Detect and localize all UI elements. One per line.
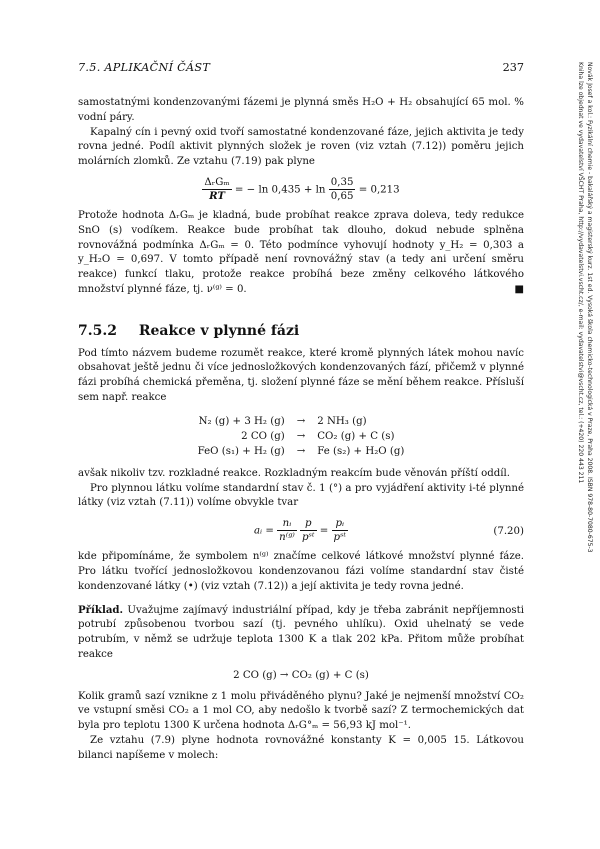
eq1-lhs-numerator: ΔᵣGₘ xyxy=(204,176,230,188)
eq1-numerator: 0,35 xyxy=(330,176,354,188)
paragraph-6: Pro plynnou látku volíme standardní stav č. 1 (°) a pro vyjádření aktivity i-té plynné látky (viz vztah (7.11)) volíme obvykle tvar xyxy=(78,482,524,509)
example-last: Ze vztahu (7.9) plyne hodnota rovnovážné konstanty K = 0,005 15. Látkovou bilanci napíšeme v molech: xyxy=(78,734,524,761)
example-reaction-arrow: → xyxy=(279,669,289,681)
reaction-table xyxy=(192,414,411,459)
eq2-f1-numerator: nᵢ xyxy=(277,517,297,531)
equation-1 xyxy=(78,176,524,203)
eq1-lhs-fraction xyxy=(202,176,231,203)
chapter-title: 7.5. APLIKAČNÍ ČÁST xyxy=(78,61,211,74)
side-citation-text xyxy=(576,62,594,662)
eq1-result: = 0,213 xyxy=(358,184,400,196)
eq2-equals: = xyxy=(319,525,329,537)
example-text: Uvažujme zajímavý industriální případ, kdy je třeba zabránit nepříjemnosti potrubí způsobenou tvorbou sazí (tj. pevného uhlíku). Oxid uhelnatý se vede potrubím, v němž se udržuje teplota 1300 K a tlak 202 kPa. Přitom může probíhat reakce xyxy=(78,604,524,660)
reaction-row xyxy=(192,429,411,444)
reaction-arrow: → xyxy=(296,430,306,442)
reaction-list xyxy=(78,414,524,459)
reaction-right: 2 NH₃ (g) xyxy=(317,415,367,427)
eq2-fraction-1 xyxy=(277,517,297,544)
reaction-row xyxy=(192,414,411,429)
section-title: Reakce v plynné fázi xyxy=(138,322,300,339)
paragraph-4: Pod tímto názvem budeme rozumět reakce, které kromě plynných látek mohou navíc obsahovat ještě jednu či více jednosložkových kondenzovaných fází, přičemž v plynné fázi probíhá chemická přeměna, tj. složení plynné fáze se mění během reakce. Přísluší sem např. reakce xyxy=(78,347,524,403)
eq2-f2-numerator: p xyxy=(300,517,316,531)
reaction-left: FeO (s₁) + H₂ (g) xyxy=(197,445,285,457)
example-paragraph xyxy=(78,603,524,663)
example-label: Příklad. xyxy=(78,603,124,616)
reaction-left: 2 CO (g) xyxy=(241,430,285,442)
reaction-right: CO₂ (g) + C (s) xyxy=(317,430,395,442)
example-reaction-right: CO₂ (g) + C (s) xyxy=(291,669,369,681)
paragraph-2: Kapalný cín i pevný oxid tvoří samostatné kondenzované fáze, jejich aktivita je tedy rovna jedné. Podíl aktivit plynných složek je roven (viz vztah (7.12)) poměru jejich molárních zlomků. Ze vztahu (7.19) pak plyne xyxy=(78,126,524,168)
page-body xyxy=(78,96,524,764)
section-number: 7.5.2 xyxy=(78,322,117,339)
eq2-f2-denominator: pˢᵗ xyxy=(302,532,315,544)
section-heading xyxy=(78,324,524,339)
side-citation xyxy=(568,62,594,662)
eq2-f3-denominator: pˢᵗ xyxy=(333,532,347,544)
eq1-lhs-denominator: RT xyxy=(209,189,225,202)
eq2-fraction-3 xyxy=(332,517,348,544)
example-question: Kolik gramů sazí vznikne z 1 molu přiváděného plynu? Jaké je nejmenší množství CO₂ ve vstupní směsi CO₂ a 1 mol CO, aby nedošlo k tvorbě sazí? Z termochemických dat byla pro teplotu 1300 K určena hodnota ΔᵣG°ₘ = 56,93 kJ mol⁻¹. xyxy=(78,690,524,732)
side-line-2: Kniha lze objednat ve vydavatelství VŠCHT Praha, http://vydavatelstvi.vscht.cz/, e-mail: vydavatelstvi@vscht.cz, tel.: (+420) 220 443 211 xyxy=(577,62,584,484)
page-number: 237 xyxy=(502,61,524,74)
side-line-1: Novák Josef a kol.: Fyzikální chemie - bakalářský a magisterský kurz. 1st ed. Vysoká škola chemicko-technologická v Praze, Praha 2008. ISBN 978-80-7080-675-3 xyxy=(586,62,593,553)
paragraph-3-text: Protože hodnota ΔᵣGₘ je kladná, bude probíhat reakce zprava doleva, tedy redukce SnO (s) vodíkem. Reakce bude probíhat tak dlouho, dokud nebude splněna rovnovážná podmínka ΔᵣGₘ = 0. Této podmínce vyhovují hodnoty y_H₂ = 0,303 a y_H₂O = 0,697. V tomto případě není rovnovážný stav (a tedy ani určení směru reakce) funkcí tlaku, protože reakce probíhá beze změny celkového látkového množství plynné fáze, tj. ν⁽ᵍ⁾ = 0. xyxy=(78,209,524,295)
example-reaction xyxy=(78,669,524,684)
paragraph-5: avšak nikoliv tzv. rozkladné reakce. Rozkladným reakcím bude věnován příští oddíl. xyxy=(78,467,511,479)
paragraph-7: kde připomínáme, že symbolem n⁽ᵍ⁾ značíme celkové látkové množství plynné fáze. Pro látku tvořící jednosložkovou kondenzovanou fázi volíme standardní stav čisté kondenzované látky (•) (viz vztah (7.12)) a její aktivita je tedy rovna jedné. xyxy=(78,551,524,592)
reaction-right: Fe (s₂) + H₂O (g) xyxy=(317,445,405,457)
qed-mark: ■ xyxy=(514,283,524,295)
paragraph-1: samostatnými kondenzovanými fázemi je plynná směs H₂O + H₂ obsahující 65 mol. % vodní páry. xyxy=(78,97,524,123)
reaction-row xyxy=(192,444,411,459)
eq1-middle: = − ln 0,435 + ln xyxy=(234,184,326,196)
page-header xyxy=(78,61,524,77)
equation-number: (7.20) xyxy=(493,526,524,538)
reaction-arrow: → xyxy=(296,415,306,427)
eq2-lhs: aᵢ = xyxy=(253,525,274,537)
eq1-denominator: 0,65 xyxy=(330,190,354,202)
paragraph-3 xyxy=(78,209,524,298)
eq1-fraction xyxy=(329,176,356,203)
eq2-f1-denominator: n⁽ᵍ⁾ xyxy=(279,532,295,544)
eq2-f3-numerator: pᵢ xyxy=(332,517,348,531)
eq2-fraction-2 xyxy=(300,517,316,544)
example-reaction-left: 2 CO (g) xyxy=(233,669,277,681)
reaction-arrow: → xyxy=(296,445,306,457)
reaction-left: N₂ (g) + 3 H₂ (g) xyxy=(198,415,285,427)
equation-2 xyxy=(78,517,524,544)
